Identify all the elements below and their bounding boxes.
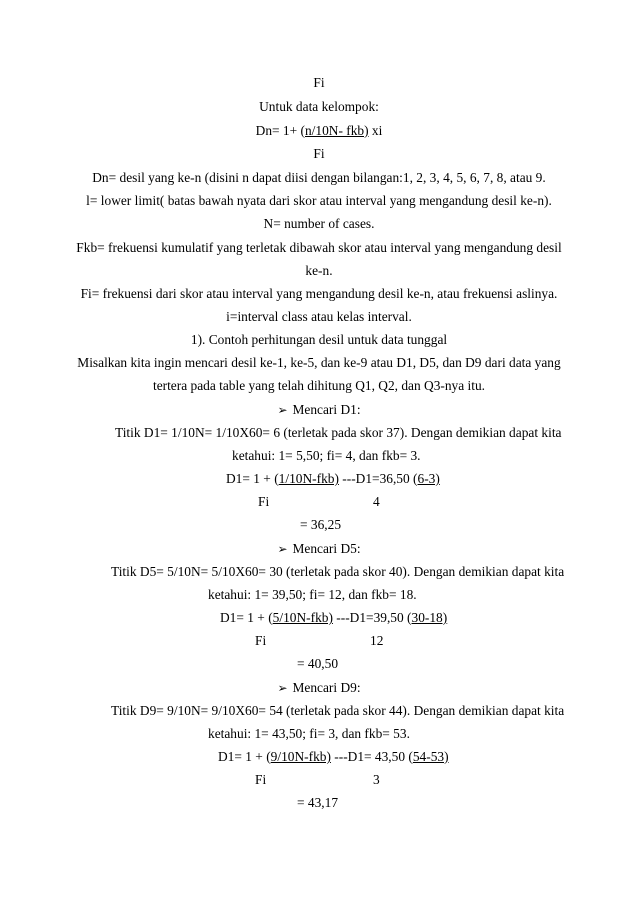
d9-result: = 43,17 [297, 795, 339, 810]
d5-formula-numerator-values: 30-18) [411, 610, 448, 625]
d9-text-line1: Titik D9= 9/10N= 9/10X60= 54 (terletak pada skor 44). Dengan demikian dapat kita [111, 703, 565, 718]
d1-formula-numerator: 1/10N-fkb) [278, 471, 339, 486]
definition-fi: Fi= frekuensi dari skor atau interval yang mengandung desil ke-n, atau frekuensi aslinya. [80, 286, 558, 301]
d9-fi-label: Fi [255, 772, 267, 787]
d1-text-line1: Titik D1= 1/10N= 1/10X60= 6 (terletak pada skor 37). Dengan demikian dapat kita [115, 425, 562, 440]
grouped-formula [0, 123, 638, 139]
d9-formula-mid: ---D1= 43,50 ( [330, 749, 413, 764]
d9-title-text: Mencari D9: [292, 680, 361, 695]
definition-n: N= number of cases. [263, 216, 375, 231]
fi-top: Fi [313, 75, 325, 90]
d1-title-text: Mencari D1: [292, 402, 361, 417]
grouped-data-title: Untuk data kelompok: [259, 99, 379, 114]
arrow-bullet-icon: ➢ [277, 542, 288, 556]
example-heading: 1). Contoh perhitungan desil untuk data tunggal [190, 332, 448, 347]
d5-title-text: Mencari D5: [292, 541, 361, 556]
d1-formula-mid: ---D1=36,50 ( [338, 471, 418, 486]
formula-numerator: n/10N- fkb) [304, 123, 369, 138]
arrow-bullet-icon: ➢ [277, 403, 288, 417]
d9-text-line2: ketahui: 1= 43,50; fi= 3, dan fkb= 53. [208, 726, 410, 741]
definition-dn: Dn= desil yang ke-n (disini n dapat diisi dengan bilangan:1, 2, 3, 4, 5, 6, 7, 8, atau 9. [92, 170, 546, 185]
d5-text-line2: ketahui: 1= 39,50; fi= 12, dan fkb= 18. [208, 587, 417, 602]
d9-fi-value: 3 [373, 772, 380, 787]
d1-title [0, 402, 638, 418]
d5-title [0, 541, 638, 557]
definition-fkb-line1: Fkb= frekuensi kumulatif yang terletak dibawah skor atau interval yang mengandung desil [76, 240, 562, 255]
d5-formula-mid: ---D1=39,50 ( [332, 610, 412, 625]
d1-fi-value: 4 [373, 494, 380, 509]
d1-formula-numerator-values: 6-3) [417, 471, 440, 486]
d9-formula [218, 749, 449, 765]
d1-text-line2: ketahui: 1= 5,50; fi= 4, dan fkb= 3. [232, 448, 421, 463]
d1-fi-label: Fi [258, 494, 270, 509]
d1-result: = 36,25 [300, 517, 342, 532]
d5-formula-numerator: 5/10N-fkb) [272, 610, 333, 625]
arrow-bullet-icon: ➢ [277, 681, 288, 695]
formula-denominator: Fi [313, 146, 325, 161]
example-intro-line1: Misalkan kita ingin mencari desil ke-1, ke-5, dan ke-9 atau D1, D5, dan D9 dari data yang [77, 355, 561, 370]
formula-suffix: xi [368, 123, 383, 138]
definition-i: i=interval class atau kelas interval. [226, 309, 412, 324]
d9-formula-numerator: 9/10N-fkb) [270, 749, 331, 764]
formula-prefix: Dn= 1+ ( [255, 123, 305, 138]
d5-result: = 40,50 [297, 656, 339, 671]
d1-formula-prefix: D1= 1 + ( [226, 471, 279, 486]
d9-formula-prefix: D1= 1 + ( [218, 749, 271, 764]
d5-formula-prefix: D1= 1 + ( [220, 610, 273, 625]
definition-l: l= lower limit( batas bawah nyata dari skor atau interval yang mengandung desil ke-n). [86, 193, 552, 208]
d9-title [0, 680, 638, 696]
d9-formula-numerator-values: 54-53) [412, 749, 449, 764]
d1-formula [226, 471, 440, 487]
d5-fi-value: 12 [370, 633, 384, 648]
d5-text-line1: Titik D5= 5/10N= 5/10X60= 30 (terletak pada skor 40). Dengan demikian dapat kita [111, 564, 565, 579]
d5-fi-label: Fi [255, 633, 267, 648]
example-intro-line2: tertera pada table yang telah dihitung Q1, Q2, dan Q3-nya itu. [152, 378, 486, 393]
d5-formula [220, 610, 447, 626]
definition-fkb-line2: ke-n. [305, 263, 333, 278]
